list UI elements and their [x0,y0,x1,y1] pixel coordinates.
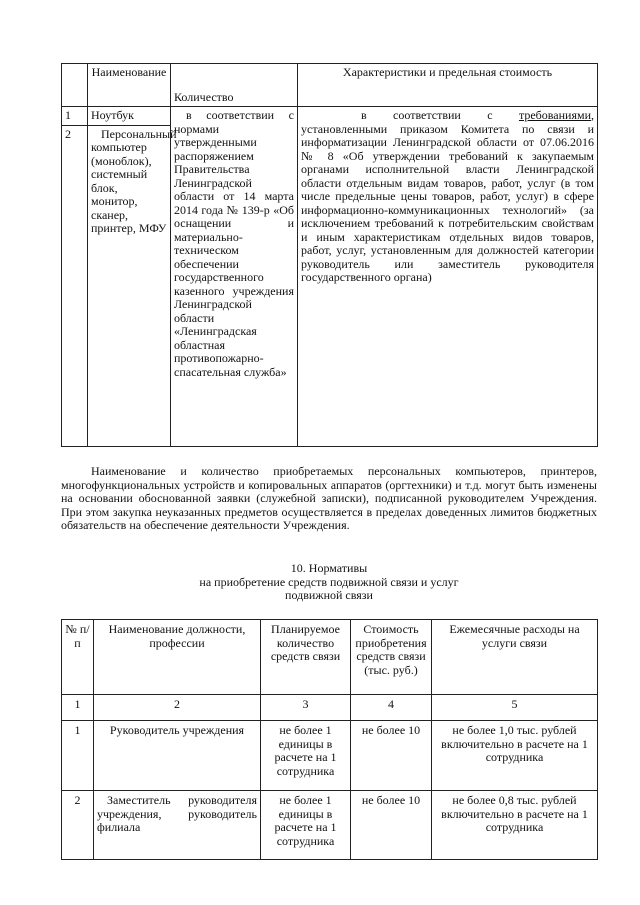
header-cell-cost: Стоимость приобретения средств связи (тыс. руб.) [351,620,432,695]
equipment-table [61,63,598,447]
header-cell-position: Наименование должности, профессии [94,620,261,695]
header-cell-quantity: Количество [171,64,298,107]
body-paragraph: Наименование и количество приобретаемых персональных компьютеров, принтеров, многофункциональных устройств и копировальных аппаратов (оргтехники) и т.д. могут быть изменены на основании обоснованной заявки (служебной записки), подписанной руководителем Учреждения. При этом закупка неуказанных предметов осуществляется в пределах доведенных лимитов бюджетных обязательств на обеспечение деятельности Учреждения. [61,464,597,532]
row-name: Персональный компьютер (моноблок), системный блок, монитор, сканер, принтер, МФУ [88,125,171,446]
characteristics-cell [298,107,598,447]
table-row [62,791,598,860]
row-number: 1 [62,107,88,126]
section-heading [61,562,597,603]
column-number: 3 [261,695,351,721]
row-position: Руководитель учреждения [94,721,261,791]
column-number-row [62,695,598,721]
table-header-row [62,64,598,107]
requirements-link[interactable]: требованиями [518,108,591,122]
char-text-pre: в соответствии с [361,108,519,122]
header-cell-monthly: Ежемесячные расходы на услуги связи [432,620,598,695]
header-cell-num [62,64,88,107]
row-cost: не более 10 [351,721,432,791]
quantity-cell: в соответствии с нормами утвержденными распоряжением Правительства Ленинградской области от 14 марта 2014 года № 139-р «Об оснащении и материально-техническом обеспечении государственного казенного учреждения Ленинградской области «Ленинградская областная противопожарно-спасательная служба» [171,107,298,447]
header-cell-characteristics: Характеристики и предельная стоимость [298,64,598,107]
header-cell-num: № п/п [62,620,94,695]
section-heading-line: подвижной связи [285,588,373,602]
section-heading-line: 10. Нормативы [290,561,368,575]
header-cell-name: Наименование [88,64,171,107]
row-number: 1 [62,721,94,791]
table-header-row [62,620,598,695]
table-row [62,107,598,126]
section-heading-line: на приобретение средств подвижной связи и услуг [199,574,459,589]
column-number: 2 [94,695,261,721]
row-quantity: не более 1 единицы в расчете на 1 сотрудника [261,791,351,860]
column-number: 4 [351,695,432,721]
row-name: Ноутбук [88,107,171,126]
row-quantity: не более 1 единицы в расчете на 1 сотрудника [261,721,351,791]
column-number: 5 [432,695,598,721]
mobile-norms-table [61,619,598,860]
row-cost: не более 10 [351,791,432,860]
column-number: 1 [62,695,94,721]
row-position: Заместитель руководителя учреждения, руководитель филиала [94,791,261,860]
header-cell-quantity: Планируемое количество средств связи [261,620,351,695]
char-text-post: , установленными приказом Комитета по связи и информатизации Ленинградской области от 07.06.2016 № 8 «Об утверждении требований к закупаемым органами исполнительной власти Ленинградской области отдельным видам товаров, работ, услуг (в том числе предельные цены товаров, работ, услуг) в сфере информационно-коммуникационных технологий» (за исключением требований к потребительским свойствам и иным характеристикам отдельных видов товаров, работ, услуг, установленным для должностей категории руководитель или заместитель руководителя государственного органа) [301,108,594,284]
row-number: 2 [62,791,94,860]
row-number: 2 [62,125,88,446]
row-monthly: не более 1,0 тыс. рублей включительно в расчете на 1 сотрудника [432,721,598,791]
row-monthly: не более 0,8 тыс. рублей включительно в расчете на 1 сотрудника [432,791,598,860]
table-row [62,721,598,791]
